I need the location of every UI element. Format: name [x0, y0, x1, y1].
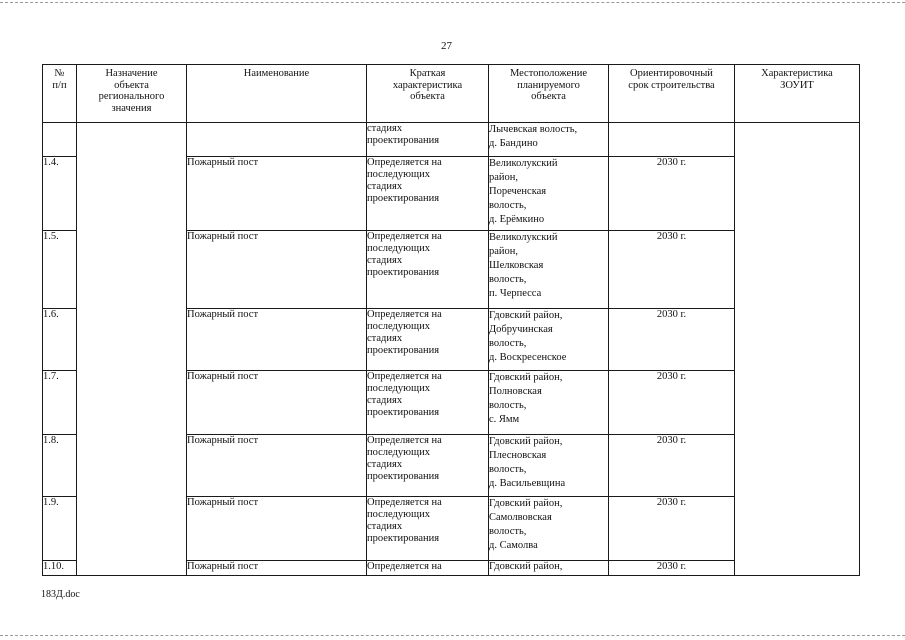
cell-description: Определяется на последующих стадиях проектирования — [367, 371, 489, 435]
cell-description: Определяется на последующих стадиях проектирования — [367, 309, 489, 371]
table-header-row — [43, 65, 860, 123]
cell-num: 1.7. — [43, 371, 77, 435]
cell-description: Определяется на последующих стадиях проектирования — [367, 435, 489, 497]
cell-num: 1.6. — [43, 309, 77, 371]
cell-num: 1.5. — [43, 231, 77, 309]
cell-name: Пожарный пост — [187, 231, 367, 309]
cell-location: Гдовский район, Самолвовская волость, д. Самолва — [489, 497, 609, 561]
cell-purpose-merged — [77, 123, 187, 576]
cell-zouit-merged — [735, 123, 860, 576]
header-purpose: Назначение объекта регионального значения — [77, 65, 187, 123]
header-zouit: Характеристика ЗОУИТ — [735, 65, 860, 123]
cell-location: Великолукский район, Пореченская волость, д. Ерёмкино — [489, 157, 609, 231]
cell-name: Пожарный пост — [187, 435, 367, 497]
header-num: № п/п — [43, 65, 77, 123]
cell-description: Определяется на последующих стадиях проектирования — [367, 497, 489, 561]
cell-term: 2030 г. — [609, 371, 735, 435]
cell-term — [609, 123, 735, 157]
page-bottom-edge — [0, 635, 905, 636]
cell-num — [43, 123, 77, 157]
cell-name: Пожарный пост — [187, 371, 367, 435]
cell-num: 1.9. — [43, 497, 77, 561]
cell-description: Определяется на последующих стадиях проектирования — [367, 157, 489, 231]
cell-name: Пожарный пост — [187, 157, 367, 231]
cell-description: Определяется на — [367, 561, 489, 576]
header-name: Наименование — [187, 65, 367, 123]
cell-term: 2030 г. — [609, 157, 735, 231]
cell-location: Гдовский район, Добручинская волость, д. Воскресенское — [489, 309, 609, 371]
cell-location: Лычевская волость, д. Бандино — [489, 123, 609, 157]
cell-name — [187, 123, 367, 157]
header-location: Местоположение планируемого объекта — [489, 65, 609, 123]
header-description: Краткая характеристика объекта — [367, 65, 489, 123]
cell-num: 1.4. — [43, 157, 77, 231]
cell-location: Великолукский район, Шелковская волость, п. Черпесса — [489, 231, 609, 309]
cell-num: 1.8. — [43, 435, 77, 497]
cell-location: Гдовский район, Полновская волость, с. Ямм — [489, 371, 609, 435]
cell-num: 1.10. — [43, 561, 77, 576]
cell-description: стадиях проектирования — [367, 123, 489, 157]
table-row-continued — [43, 123, 860, 157]
page-top-edge — [0, 2, 905, 3]
objects-table — [42, 64, 860, 576]
cell-term: 2030 г. — [609, 231, 735, 309]
cell-term: 2030 г. — [609, 435, 735, 497]
footer-filename: 183Д.doc — [41, 589, 80, 600]
cell-location: Гдовский район, — [489, 561, 609, 576]
cell-name: Пожарный пост — [187, 561, 367, 576]
cell-name: Пожарный пост — [187, 309, 367, 371]
cell-term: 2030 г. — [609, 309, 735, 371]
cell-name: Пожарный пост — [187, 497, 367, 561]
cell-description: Определяется на последующих стадиях проектирования — [367, 231, 489, 309]
page-number: 27 — [441, 40, 452, 52]
header-term: Ориентировочный срок строительства — [609, 65, 735, 123]
cell-location: Гдовский район, Плесновская волость, д. Васильевщина — [489, 435, 609, 497]
cell-term: 2030 г. — [609, 561, 735, 576]
cell-term: 2030 г. — [609, 497, 735, 561]
